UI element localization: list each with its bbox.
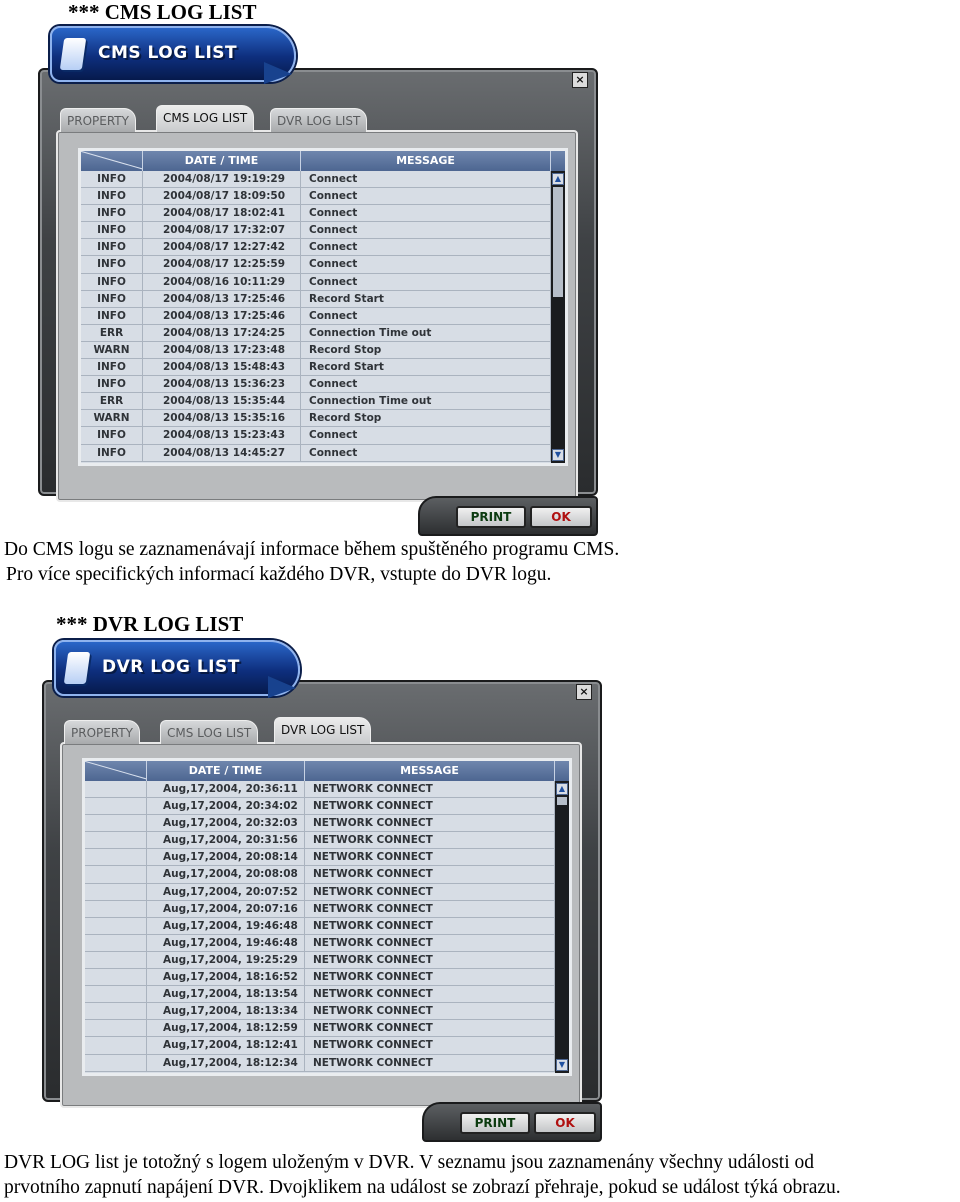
cell-level: INFO bbox=[81, 291, 143, 307]
table-row[interactable] bbox=[81, 256, 565, 273]
table-row[interactable] bbox=[81, 342, 565, 359]
cell-message: Record Start bbox=[301, 359, 551, 375]
print-button[interactable]: PRINT bbox=[460, 1112, 530, 1134]
log-list bbox=[82, 758, 572, 1076]
cell-date-time: 2004/08/17 18:09:50 bbox=[143, 188, 301, 204]
cell-level bbox=[85, 1037, 147, 1053]
cell-date-time: 2004/08/13 15:36:23 bbox=[143, 376, 301, 392]
cell-level: INFO bbox=[81, 171, 143, 187]
log-list bbox=[78, 148, 568, 466]
cell-date-time: Aug,17,2004, 20:08:14 bbox=[147, 849, 305, 865]
cms-log-window bbox=[38, 26, 598, 536]
tab-property[interactable]: PROPERTY bbox=[60, 108, 136, 132]
scroll-thumb[interactable] bbox=[557, 797, 567, 805]
cell-date-time: Aug,17,2004, 18:12:34 bbox=[147, 1055, 305, 1071]
table-row[interactable] bbox=[81, 325, 565, 342]
cell-date-time: Aug,17,2004, 20:07:16 bbox=[147, 901, 305, 917]
table-row[interactable] bbox=[85, 866, 569, 883]
cms-description-line-2: Pro více specifických informací každého DVR, vstupte do DVR logu. bbox=[6, 564, 552, 585]
cell-level: INFO bbox=[81, 256, 143, 272]
scroll-thumb[interactable] bbox=[553, 187, 563, 297]
scroll-up-icon[interactable]: ▲ bbox=[556, 783, 568, 795]
cell-date-time: 2004/08/17 17:32:07 bbox=[143, 222, 301, 238]
cell-level: INFO bbox=[81, 308, 143, 324]
cell-message: NETWORK CONNECT bbox=[305, 781, 555, 797]
cell-message: NETWORK CONNECT bbox=[305, 849, 555, 865]
cell-message: Record Stop bbox=[301, 410, 551, 426]
table-row[interactable] bbox=[81, 291, 565, 308]
notebook-icon bbox=[60, 38, 86, 70]
cell-message: Connect bbox=[301, 445, 551, 461]
cell-level bbox=[85, 884, 147, 900]
cell-level bbox=[85, 866, 147, 882]
cell-message: Connect bbox=[301, 274, 551, 290]
cell-message: NETWORK CONNECT bbox=[305, 918, 555, 934]
header-level bbox=[81, 151, 143, 171]
cell-date-time: 2004/08/17 12:27:42 bbox=[143, 239, 301, 255]
table-row[interactable] bbox=[85, 901, 569, 918]
cell-level bbox=[85, 849, 147, 865]
table-row[interactable] bbox=[81, 376, 565, 393]
cell-message: NETWORK CONNECT bbox=[305, 1037, 555, 1053]
cell-message: Connect bbox=[301, 308, 551, 324]
table-row[interactable] bbox=[81, 393, 565, 410]
cell-message: NETWORK CONNECT bbox=[305, 952, 555, 968]
table-row[interactable] bbox=[81, 410, 565, 427]
cell-message: NETWORK CONNECT bbox=[305, 866, 555, 882]
header-date-time[interactable]: DATE / TIME bbox=[143, 151, 301, 171]
table-row[interactable] bbox=[85, 832, 569, 849]
cell-message: NETWORK CONNECT bbox=[305, 832, 555, 848]
cell-date-time: 2004/08/13 15:35:16 bbox=[143, 410, 301, 426]
table-row[interactable] bbox=[85, 781, 569, 798]
tab-dvr-log-list[interactable]: DVR LOG LIST bbox=[274, 717, 371, 744]
cell-date-time: 2004/08/13 15:35:44 bbox=[143, 393, 301, 409]
table-row[interactable] bbox=[85, 952, 569, 969]
table-row[interactable] bbox=[81, 188, 565, 205]
cell-date-time: 2004/08/16 10:11:29 bbox=[143, 274, 301, 290]
window-title-badge bbox=[54, 640, 300, 696]
cell-level bbox=[85, 901, 147, 917]
cell-date-time: Aug,17,2004, 19:46:48 bbox=[147, 918, 305, 934]
cell-date-time: 2004/08/13 15:48:43 bbox=[143, 359, 301, 375]
cell-message: Connect bbox=[301, 376, 551, 392]
cell-message: Connect bbox=[301, 205, 551, 221]
cell-level bbox=[85, 815, 147, 831]
table-row[interactable] bbox=[81, 205, 565, 222]
title-tail bbox=[264, 62, 292, 84]
table-row[interactable] bbox=[81, 445, 565, 462]
cell-level bbox=[85, 832, 147, 848]
cell-level: INFO bbox=[81, 274, 143, 290]
cell-level: ERR bbox=[81, 325, 143, 341]
cell-level: INFO bbox=[81, 222, 143, 238]
table-row[interactable] bbox=[81, 427, 565, 444]
dvr-log-window bbox=[42, 640, 602, 1142]
cell-message: NETWORK CONNECT bbox=[305, 815, 555, 831]
cell-date-time: Aug,17,2004, 19:46:48 bbox=[147, 935, 305, 951]
cell-date-time: Aug,17,2004, 19:25:29 bbox=[147, 952, 305, 968]
table-row[interactable] bbox=[81, 239, 565, 256]
window-title: CMS LOG LIST bbox=[98, 43, 238, 63]
dvr-description-line-2: prvotního zapnutí napájení DVR. Dvojklikem na událost se zobrazí přehraje, pokud se událost týká obrazu. bbox=[4, 1177, 841, 1198]
table-row[interactable] bbox=[85, 1037, 569, 1054]
cell-date-time: 2004/08/17 18:02:41 bbox=[143, 205, 301, 221]
cell-message: NETWORK CONNECT bbox=[305, 986, 555, 1002]
tab-property[interactable]: PROPERTY bbox=[64, 720, 140, 744]
table-row[interactable] bbox=[85, 884, 569, 901]
cms-description-line-1: Do CMS logu se zaznamenávají informace během spuštěného programu CMS. bbox=[4, 539, 620, 560]
cell-date-time: 2004/08/13 17:24:25 bbox=[143, 325, 301, 341]
cell-message: NETWORK CONNECT bbox=[305, 901, 555, 917]
dvr-description-line-1: DVR LOG list je totožný s logem uloženým v DVR. V seznamu jsou zaznamenány všechny události od bbox=[4, 1152, 815, 1173]
header-date-time[interactable]: DATE / TIME bbox=[147, 761, 305, 781]
cell-message: Connect bbox=[301, 222, 551, 238]
cell-message: NETWORK CONNECT bbox=[305, 1020, 555, 1036]
cell-message: NETWORK CONNECT bbox=[305, 1055, 555, 1071]
list-scrollbar[interactable] bbox=[555, 781, 569, 1073]
list-rows bbox=[85, 781, 569, 1072]
cell-level bbox=[85, 1003, 147, 1019]
scroll-down-icon[interactable]: ▼ bbox=[552, 449, 564, 461]
cell-level bbox=[85, 986, 147, 1002]
cell-date-time: Aug,17,2004, 20:32:03 bbox=[147, 815, 305, 831]
cell-level: WARN bbox=[81, 410, 143, 426]
cell-level bbox=[85, 918, 147, 934]
cell-level: ERR bbox=[81, 393, 143, 409]
cell-message: NETWORK CONNECT bbox=[305, 1003, 555, 1019]
header-message[interactable]: MESSAGE bbox=[301, 151, 551, 171]
list-header bbox=[81, 151, 565, 171]
cell-date-time: Aug,17,2004, 18:16:52 bbox=[147, 969, 305, 985]
cell-date-time: Aug,17,2004, 18:13:34 bbox=[147, 1003, 305, 1019]
scroll-up-icon[interactable]: ▲ bbox=[552, 173, 564, 185]
table-row[interactable] bbox=[85, 798, 569, 815]
cell-message: Record Stop bbox=[301, 342, 551, 358]
ok-button[interactable]: OK bbox=[530, 506, 592, 528]
cell-level bbox=[85, 1055, 147, 1071]
cell-level: INFO bbox=[81, 188, 143, 204]
cell-level: INFO bbox=[81, 239, 143, 255]
table-row[interactable] bbox=[85, 1003, 569, 1020]
table-row[interactable] bbox=[81, 171, 565, 188]
cell-level: INFO bbox=[81, 376, 143, 392]
table-row[interactable] bbox=[85, 986, 569, 1003]
table-row[interactable] bbox=[85, 935, 569, 952]
cell-message: NETWORK CONNECT bbox=[305, 798, 555, 814]
cell-level bbox=[85, 1020, 147, 1036]
cell-date-time: Aug,17,2004, 18:12:41 bbox=[147, 1037, 305, 1053]
table-row[interactable] bbox=[85, 1055, 569, 1072]
title-tail bbox=[268, 676, 296, 698]
table-row[interactable] bbox=[85, 815, 569, 832]
header-level bbox=[85, 761, 147, 781]
cell-date-time: 2004/08/13 17:25:46 bbox=[143, 308, 301, 324]
cell-date-time: 2004/08/13 17:23:48 bbox=[143, 342, 301, 358]
window-title: DVR LOG LIST bbox=[102, 657, 240, 677]
header-message[interactable]: MESSAGE bbox=[305, 761, 555, 781]
tab-cms-log-list[interactable]: CMS LOG LIST bbox=[156, 105, 254, 132]
print-button[interactable]: PRINT bbox=[456, 506, 526, 528]
cell-message: NETWORK CONNECT bbox=[305, 935, 555, 951]
table-row[interactable] bbox=[81, 274, 565, 291]
cell-date-time: 2004/08/13 14:45:27 bbox=[143, 445, 301, 461]
cell-message: Connection Time out bbox=[301, 325, 551, 341]
cell-level: WARN bbox=[81, 342, 143, 358]
cell-level bbox=[85, 969, 147, 985]
cell-message: Connect bbox=[301, 188, 551, 204]
table-row[interactable] bbox=[85, 1020, 569, 1037]
cell-message: Connect bbox=[301, 171, 551, 187]
cell-level: INFO bbox=[81, 427, 143, 443]
cell-date-time: Aug,17,2004, 20:36:11 bbox=[147, 781, 305, 797]
cell-level bbox=[85, 798, 147, 814]
table-row[interactable] bbox=[81, 222, 565, 239]
table-row[interactable] bbox=[85, 849, 569, 866]
cell-date-time: Aug,17,2004, 20:07:52 bbox=[147, 884, 305, 900]
table-row[interactable] bbox=[85, 918, 569, 935]
list-header bbox=[85, 761, 569, 781]
cell-level: INFO bbox=[81, 445, 143, 461]
cell-date-time: Aug,17,2004, 20:31:56 bbox=[147, 832, 305, 848]
tab-cms-log-list[interactable]: CMS LOG LIST bbox=[160, 720, 258, 744]
cell-message: Connect bbox=[301, 256, 551, 272]
cell-level bbox=[85, 952, 147, 968]
cell-message: Connection Time out bbox=[301, 393, 551, 409]
cell-date-time: Aug,17,2004, 18:12:59 bbox=[147, 1020, 305, 1036]
section-heading-cms: *** CMS LOG LIST bbox=[68, 0, 257, 24]
cell-level: INFO bbox=[81, 359, 143, 375]
button-bar bbox=[418, 496, 598, 536]
tab-dvr-log-list[interactable]: DVR LOG LIST bbox=[270, 108, 367, 132]
table-row[interactable] bbox=[81, 359, 565, 376]
cell-message: Record Start bbox=[301, 291, 551, 307]
table-row[interactable] bbox=[81, 308, 565, 325]
list-rows bbox=[81, 171, 565, 462]
table-row[interactable] bbox=[85, 969, 569, 986]
list-scrollbar[interactable] bbox=[551, 171, 565, 463]
cell-message: NETWORK CONNECT bbox=[305, 884, 555, 900]
cell-message: Connect bbox=[301, 427, 551, 443]
button-bar bbox=[422, 1102, 602, 1142]
close-button[interactable]: × bbox=[576, 684, 592, 700]
window-title-badge bbox=[50, 26, 296, 82]
section-heading-dvr: *** DVR LOG LIST bbox=[56, 612, 244, 636]
cell-date-time: Aug,17,2004, 20:34:02 bbox=[147, 798, 305, 814]
cell-date-time: 2004/08/17 12:25:59 bbox=[143, 256, 301, 272]
cell-level bbox=[85, 935, 147, 951]
cell-date-time: 2004/08/13 15:23:43 bbox=[143, 427, 301, 443]
cell-level: INFO bbox=[81, 205, 143, 221]
cell-level bbox=[85, 781, 147, 797]
notebook-icon bbox=[64, 652, 90, 684]
close-button[interactable]: × bbox=[572, 72, 588, 88]
cell-message: NETWORK CONNECT bbox=[305, 969, 555, 985]
cell-message: Connect bbox=[301, 239, 551, 255]
cell-date-time: Aug,17,2004, 18:13:54 bbox=[147, 986, 305, 1002]
cell-date-time: 2004/08/17 19:19:29 bbox=[143, 171, 301, 187]
cell-date-time: Aug,17,2004, 20:08:08 bbox=[147, 866, 305, 882]
scroll-down-icon[interactable]: ▼ bbox=[556, 1059, 568, 1071]
cell-date-time: 2004/08/13 17:25:46 bbox=[143, 291, 301, 307]
ok-button[interactable]: OK bbox=[534, 1112, 596, 1134]
